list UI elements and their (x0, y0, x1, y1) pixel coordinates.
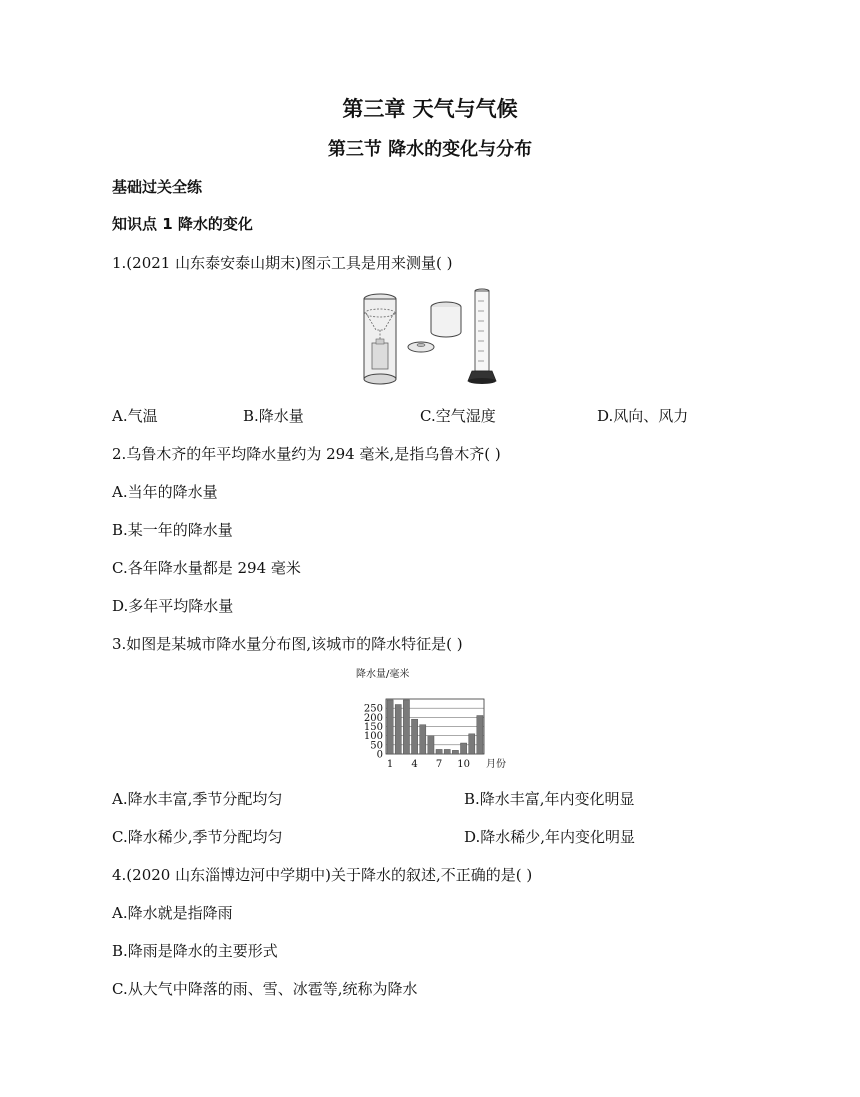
collector-cup-icon (431, 302, 461, 337)
q4-option-a: A.降水就是指降雨 (112, 904, 233, 922)
chart-x-axis-label: 月份 (486, 759, 506, 770)
chart-y-tick-label: 50 (370, 740, 383, 752)
chart-y-axis-label: 降水量/毫米 (356, 669, 410, 680)
chart-y-ticks (364, 704, 383, 761)
measuring-cylinder-icon (468, 289, 496, 384)
section-title: 第三节 降水的变化与分布 (327, 139, 533, 160)
chart-y-tick-label: 200 (363, 712, 383, 724)
q3-option-c: C.降水稀少,季节分配均匀 (112, 828, 283, 846)
chart-x-tick-label: 4 (411, 759, 418, 770)
chart-bar-month-12 (477, 716, 483, 755)
funnel-lid-icon (408, 342, 434, 352)
q1-option-b: B.降水量 (243, 407, 304, 425)
rain-gauge-illustration (358, 285, 508, 387)
chart-bar-month-3 (403, 700, 409, 754)
q3-option-a: A.降水丰富,季节分配均匀 (112, 790, 283, 808)
chart-x-tick-label: 10 (457, 759, 470, 770)
rain-gauge-cylinder-icon (364, 294, 396, 384)
chart-x-tick-label: 7 (435, 759, 443, 770)
q2-option-c: C.各年降水量都是 294 毫米 (112, 559, 301, 577)
q1-option-d: D.风向、风力 (597, 407, 689, 425)
q1-option-a: A.气温 (112, 407, 158, 425)
chart-bar-month-9 (452, 750, 458, 754)
q1-stem: 1.(2021 山东泰安泰山期末)图示工具是用来测量( ) (112, 254, 453, 272)
q3-option-d: D.降水稀少,年内变化明显 (464, 828, 636, 846)
q2-option-b: B.某一年的降水量 (112, 521, 233, 539)
chart-bar-month-7 (436, 749, 442, 754)
chart-bar-month-2 (395, 705, 401, 755)
precipitation-chart (348, 663, 518, 778)
q2-stem: 2.乌鲁木齐的年平均降水量约为 294 毫米,是指乌鲁木齐( ) (112, 445, 501, 463)
chart-bar-month-5 (420, 725, 426, 754)
chapter-title: 第三章 天气与气候 (342, 97, 518, 121)
q4-option-c: C.从大气中降落的雨、雪、冰雹等,统称为降水 (112, 980, 418, 998)
q2-option-d: D.多年平均降水量 (112, 597, 234, 615)
knowledge-point-heading: 知识点 1 降水的变化 (112, 215, 253, 233)
chart-y-tick-label: 0 (376, 749, 383, 761)
chart-x-ticks (387, 759, 470, 770)
q3-option-b: B.降水丰富,年内变化明显 (464, 790, 635, 808)
q4-option-b: B.降雨是降水的主要形式 (112, 942, 278, 960)
chart-y-tick-label: 250 (363, 703, 383, 715)
q1-option-c: C.空气湿度 (420, 407, 496, 425)
practice-heading: 基础过关全练 (112, 178, 203, 196)
q4-stem: 4.(2020 山东淄博边河中学期中)关于降水的叙述,不正确的是( ) (112, 866, 533, 884)
chart-y-tick-label: 100 (363, 731, 383, 743)
chart-bar-month-11 (469, 734, 475, 754)
chart-bar-month-10 (460, 743, 466, 754)
chart-bar-month-4 (411, 719, 417, 754)
chart-x-tick-label: 1 (386, 759, 394, 770)
chart-y-tick-label: 150 (363, 722, 383, 733)
chart-bar-month-1 (387, 700, 393, 754)
chart-bar-month-8 (444, 749, 450, 754)
chart-bar-month-6 (428, 736, 434, 754)
q3-stem: 3.如图是某城市降水量分布图,该城市的降水特征是( ) (112, 635, 463, 653)
q2-option-a: A.当年的降水量 (112, 483, 218, 501)
